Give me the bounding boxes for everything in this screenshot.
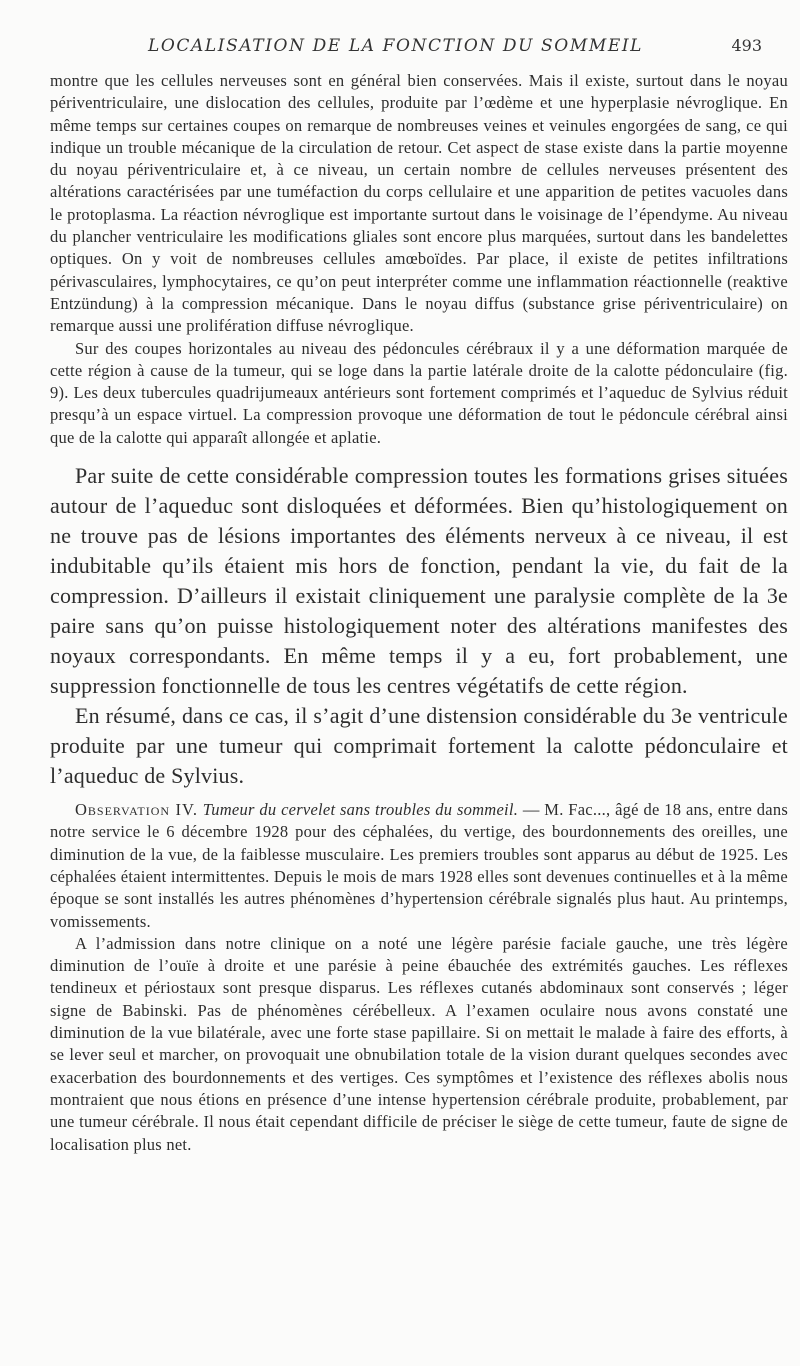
observation-text: — M. Fac..., âgé de 18 ans, entre dans notre service le 6 décembre 1928 pour des céphalées, du vertige, des bourdonnements des oreilles, une diminution de la vue, de la faiblesse musculaire. Les premiers troubles sont apparus au début de 1925. Les céphalées étaient intermittentes. Depuis le mois de mars 1928 elles sont devenues continuelles et à la même époque se sont installés les autres phénomènes d’hypertension cérébrale signalés plus haut. Au printemps, vomissements.: [50, 800, 789, 931]
running-header: [90, 28, 762, 58]
paragraph-4: En résumé, dans ce cas, il s’agit d’une distension considérable du 3e ventricule produite par une tumeur qui comprimait fortement la calotte pédonculaire et l’aqueduc de Sylvius.: [50, 703, 788, 789]
observation-label: Observation IV.: [75, 800, 198, 820]
body-text: [50, 70, 788, 1156]
paragraph-2: Sur des coupes horizontales au niveau des pédoncules cérébraux il y a une déformation marquée de cette région à cause de la tumeur, qui se loge dans la partie latérale droite de la calotte pédonculaire (fig. 9). Les deux tubercules quadrijumeaux antérieurs sont fortement comprimés et l’aqueduc de Sylvius réduit presqu’à un espace virtuel. La compression provoque une déformation de tout le pédoncule cérébral ainsi que de la calotte qui apparaît allongée et aplatie.: [50, 338, 788, 447]
paragraph-1: montre que les cellules nerveuses sont en général bien conservées. Mais il existe, surtout dans le noyau périventriculaire, une dislocation des cellules, produite par l’œdème et une hyperplasie névroglique. En même temps sur certaines coupes on remarque de nombreuses veines et veinules engorgées de sang, ce qui indique un trouble mécanique de la circulation de retour. Cet aspect de stase existe dans la partie moyenne du noyau périventriculaire et, à ce niveau, un certain nombre de cellules nerveuses présentent des altérations caractérisées par une tuméfaction du corps cellulaire et une apparition de petites vacuoles dans le protoplasma. La réaction névroglique est importante surtout dans le voisinage de l’épendyme. Au niveau du plancher ventriculaire les modifications gliales sont encore plus marquées, surtout dans les bandelettes optiques. On y voit de nombreuses cellules amœboïdes. Par place, il existe de petites infiltrations périvasculaires, lymphocytaires, ce qu’on peut interpréter comme une inflammation réactionnelle (reaktive Entzündung) à la compression mécanique. Dans le noyau diffus (substance grise périventriculaire) on remarque aussi une prolifération diffuse névroglique.: [50, 71, 788, 336]
observation-paragraph: [50, 799, 788, 933]
running-title: LOCALISATION DE LA FONCTION DU SOMMEIL: [148, 36, 644, 56]
paragraph-3: Par suite de cette considérable compression toutes les formations grises situées autour de l’aqueduc sont disloquées et déformées. Bien qu’histologiquement on ne trouve pas de lésions importantes des éléments nerveux à ce niveau, il est indubitable qu’ils étaient mis hors de fonction, pendant la vie, du fait de la compression. D’ailleurs il existait cliniquement une paralysie complète de la 3e paire sans qu’on puisse histologiquement noter des altérations manifestes des noyaux correspondants. En même temps il y a eu, fort probablement, une suppression fonctionnelle de tous les centres végétatifs de cette région.: [50, 463, 788, 699]
observation-title: Tumeur du cervelet sans troubles du sommeil.: [202, 800, 519, 820]
page-number: 493: [731, 36, 762, 55]
paragraph-6: A l’admission dans notre clinique on a noté une légère parésie faciale gauche, une très légère diminution de l’ouïe à droite et une parésie à peine ébauchée des extrémités gauches. Les réflexes tendineux et périostaux sont presque disparus. Les réflexes cutanés abdominaux sont conservés ; léger signe de Babinski. Pas de phénomènes cérébelleux. A l’examen oculaire nous avons constaté une diminution de la vue bilatérale, avec une forte stase papillaire. Si on mettait le malade à faire des efforts, à se lever seul et marcher, on provoquait une obnubilation totale de la vision durant quelques secondes avec exacerbation des bourdonnements et des vertiges. Ces symptômes et l’existence des réflexes abolis nous montraient que nous étions en présence d’une intense hypertension cérébrale produite, probablement, par une tumeur cérébrale. Il nous était cependant difficile de préciser le siège de cette tumeur, faute de signe de localisation plus net.: [50, 933, 788, 1154]
